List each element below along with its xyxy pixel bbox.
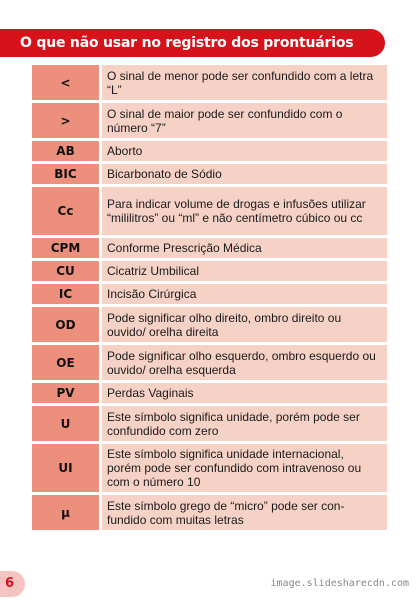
row-code: Cc <box>32 187 102 235</box>
table-row <box>32 141 387 161</box>
row-code: PV <box>32 383 102 403</box>
table-row <box>32 383 387 403</box>
row-code: > <box>32 103 102 138</box>
table-row <box>32 238 387 258</box>
row-description: Este símbolo significa unidade internacional, porém pode ser confundido com intravenoso ou com o número 10 <box>102 444 387 492</box>
table-row <box>32 187 387 235</box>
row-description: Perdas Vaginais <box>102 383 387 403</box>
row-description: Pode significar olho esquerdo, ombro esquerdo ou ouvido/ orelha esquerda <box>102 345 387 380</box>
page-number: 6 <box>5 576 15 591</box>
table-row <box>32 345 387 380</box>
row-description: Cicatriz Umbilical <box>102 261 387 281</box>
section-title: O que não usar no registro dos prontuários <box>20 35 354 51</box>
row-code: U <box>32 406 102 441</box>
row-code: UI <box>32 444 102 492</box>
row-code: OE <box>32 345 102 380</box>
row-code: AB <box>32 141 102 161</box>
row-description: Este símbolo grego de “micro” pode ser con-fundido com muitas letras <box>102 495 387 530</box>
table-row <box>32 444 387 492</box>
table-row <box>32 103 387 138</box>
row-description: Incisão Cirúrgica <box>102 284 387 304</box>
row-description: Pode significar olho direito, ombro direito ou ouvido/ orelha direita <box>102 307 387 342</box>
table-row <box>32 307 387 342</box>
row-code: µ <box>32 495 102 530</box>
row-description: Conforme Prescrição Médica <box>102 238 387 258</box>
table-row <box>32 261 387 281</box>
row-code: IC <box>32 284 102 304</box>
row-description: Este símbolo significa unidade, porém pode ser confundido com zero <box>102 406 387 441</box>
table-row <box>32 164 387 184</box>
table-row <box>32 495 387 530</box>
row-code: < <box>32 65 102 100</box>
source-watermark: image.slidesharecdn.com <box>270 578 409 589</box>
row-description: O sinal de maior pode ser confundido com o número “7” <box>102 103 387 138</box>
section-title-banner <box>0 29 385 57</box>
row-code: BIC <box>32 164 102 184</box>
row-description: Aborto <box>102 141 387 161</box>
row-code: CPM <box>32 238 102 258</box>
row-description: Para indicar volume de drogas e infusões utilizar “mililitros” ou “ml” e não centímetro cúbico ou cc <box>102 187 387 235</box>
row-description: O sinal de menor pode ser confundido com a letra “L” <box>102 65 387 100</box>
table-row <box>32 65 387 100</box>
table-row <box>32 406 387 441</box>
page-number-tab <box>0 571 25 597</box>
abbreviations-table <box>32 62 387 533</box>
table-row <box>32 284 387 304</box>
row-description: Bicarbonato de Sódio <box>102 164 387 184</box>
row-code: CU <box>32 261 102 281</box>
row-code: OD <box>32 307 102 342</box>
